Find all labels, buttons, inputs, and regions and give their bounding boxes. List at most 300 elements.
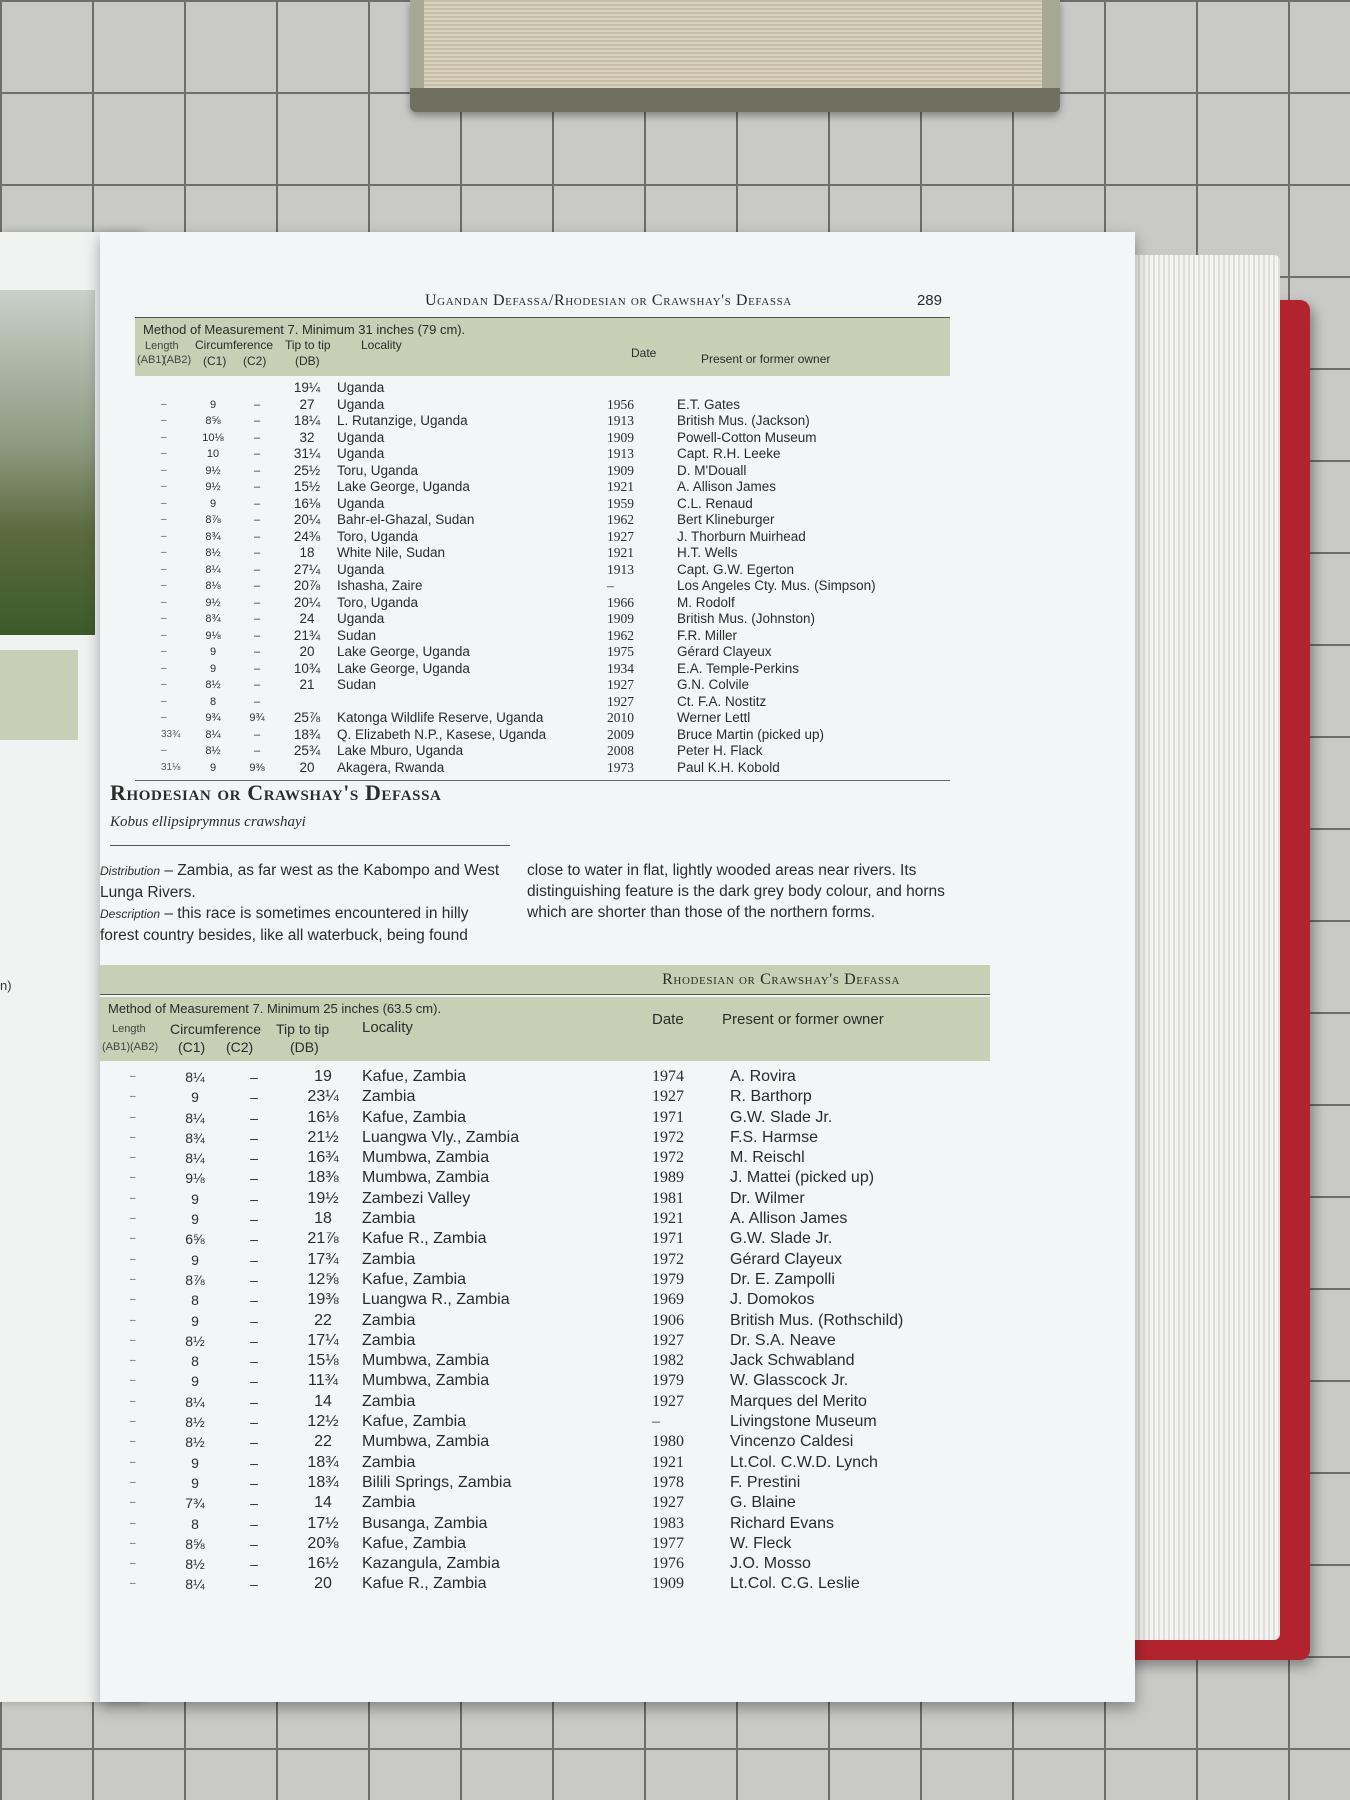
cell-length-ab2: – xyxy=(161,398,167,410)
cell-date: 1927 xyxy=(652,1331,684,1349)
cell-date: 1979 xyxy=(652,1270,684,1288)
cell-circumference-c2: – xyxy=(250,1332,258,1349)
cell-circumference-c2: – xyxy=(250,1211,258,1228)
table-row xyxy=(135,694,950,711)
table-row xyxy=(135,578,950,595)
cell-locality xyxy=(337,694,607,711)
cell-circumference-c1: 9 xyxy=(191,1211,199,1228)
cell-length-ab1 xyxy=(100,1168,130,1188)
table-row xyxy=(135,380,950,397)
cell-date: 1909 xyxy=(607,611,634,626)
col-date: Date xyxy=(652,1011,684,1028)
cell-owner: Lt.Col. C.W.D. Lynch xyxy=(730,1453,878,1471)
cell-owner: Dr. S.A. Neave xyxy=(730,1331,836,1349)
cell-date: 1979 xyxy=(652,1372,684,1390)
cell-locality: Lake George, Uganda xyxy=(337,660,470,676)
cell-locality: Bilili Springs, Zambia xyxy=(362,1473,512,1491)
col-db: (DB) xyxy=(295,354,320,368)
cell-date: 1959 xyxy=(607,495,634,511)
cell-length-ab2: 31⅛ xyxy=(161,761,181,773)
table-row xyxy=(100,1189,990,1209)
cell-circumference-c2: – xyxy=(250,1353,258,1370)
cell-circumference-c2: – xyxy=(250,1576,258,1593)
cell-date: 1981 xyxy=(652,1189,684,1207)
cell-owner: C.L. Renaud xyxy=(677,495,753,511)
cell-circumference-c2: – xyxy=(253,728,261,741)
table-row xyxy=(100,1209,990,1229)
cell-date: 1980 xyxy=(652,1433,684,1451)
cell-locality: Sudan xyxy=(337,677,377,692)
cell-circumference-c2 xyxy=(237,380,277,397)
cell-circumference-c2: – xyxy=(250,1434,258,1451)
cell-circumference-c1: 9 xyxy=(191,1089,199,1106)
cell-owner: F.S. Harmse xyxy=(730,1128,819,1146)
description-text: – this race is sometimes encountered in hilly forest country besides, like all waterbuck, being found xyxy=(100,905,469,944)
cell-length-ab2: – xyxy=(130,1436,136,1448)
cell-length-ab1 xyxy=(100,1087,130,1107)
cell-length-ab1 xyxy=(135,430,161,447)
cell-tip-to-tip: 18¾ xyxy=(307,1453,339,1471)
cell-length-ab2: – xyxy=(130,1071,136,1082)
section-title: Rhodesian or Crawshay's Defassa xyxy=(110,780,442,805)
cell-date: 2008 xyxy=(607,743,634,758)
cell-circumference-c2: – xyxy=(253,514,261,526)
cell-circumference-c2: – xyxy=(250,1109,258,1126)
cell-length-ab2: – xyxy=(130,1375,136,1387)
cell-tip-to-tip: 12½ xyxy=(307,1413,339,1431)
cell-locality: Uganda xyxy=(337,611,385,626)
cell-locality: Luangwa R., Zambia xyxy=(362,1291,510,1309)
col-tip: Tip to tip xyxy=(285,338,331,352)
cell-date: 1974 xyxy=(652,1068,684,1085)
cell-date: 2010 xyxy=(607,710,634,725)
cell-circumference-c1: 9½ xyxy=(205,596,221,609)
cell-circumference-c1: 9½ xyxy=(205,464,221,477)
cell-date: 1972 xyxy=(652,1250,684,1268)
cell-circumference-c2: 9⅜ xyxy=(249,761,265,774)
cell-circumference-c1: 7¾ xyxy=(185,1495,205,1512)
cell-owner: British Mus. (Johnston) xyxy=(677,611,816,626)
cell-owner: Capt. R.H. Leeke xyxy=(677,446,781,461)
cell-owner: R. Barthorp xyxy=(730,1088,812,1106)
table-row xyxy=(135,595,950,612)
scientific-name: Kobus ellipsiprymnus crawshayi xyxy=(110,814,306,830)
cell-length-ab1 xyxy=(100,1250,130,1270)
cell-tip-to-tip: 18 xyxy=(299,545,315,560)
cell-locality: Lake George, Uganda xyxy=(337,479,470,494)
cell-length-ab1 xyxy=(135,578,161,595)
cell-tip-to-tip: 32 xyxy=(299,429,315,445)
cell-circumference-c1: 8¾ xyxy=(205,530,221,543)
cell-circumference-c1: 8¼ xyxy=(185,1109,205,1126)
cell-date: 1921 xyxy=(652,1453,684,1471)
cell-tip-to-tip: 17¾ xyxy=(307,1250,339,1268)
cell-tip-to-tip: 21¾ xyxy=(293,627,321,643)
cell-locality: Akagera, Rwanda xyxy=(337,759,445,775)
cell-locality: Mumbwa, Zambia xyxy=(362,1352,490,1370)
cell-length-ab2: – xyxy=(130,1558,136,1570)
cell-date: 1971 xyxy=(652,1108,684,1126)
cell-circumference-c1: 9⅛ xyxy=(185,1170,205,1187)
cell-owner: W. Fleck xyxy=(730,1534,792,1552)
cell-owner: Jack Schwabland xyxy=(730,1352,855,1370)
cell-length-ab1 xyxy=(135,413,161,430)
table-row xyxy=(135,413,950,430)
cell-date: 1977 xyxy=(652,1534,684,1552)
table-body xyxy=(135,376,950,776)
cell-owner: Powell-Cotton Museum xyxy=(677,429,817,445)
cell-date: 1973 xyxy=(607,759,634,775)
method-note: Method of Measurement 7. Minimum 31 inches (79 cm). xyxy=(143,322,466,337)
cell-circumference-c1: 8½ xyxy=(185,1556,205,1573)
table-row xyxy=(100,1371,990,1391)
cell-date: 1909 xyxy=(652,1575,684,1593)
description-left xyxy=(100,860,510,946)
cell-owner: E.T. Gates xyxy=(677,396,741,412)
cell-length-ab2: – xyxy=(161,464,167,476)
cell-circumference-c1: 10 xyxy=(206,448,220,460)
cell-circumference-c1: 8¼ xyxy=(205,563,221,576)
cell-locality: Kafue, Zambia xyxy=(362,1534,467,1552)
cell-circumference-c1: 9 xyxy=(191,1190,199,1207)
cell-circumference-c1: 8¼ xyxy=(185,1576,205,1593)
cell-length-ab2: – xyxy=(130,1233,136,1245)
cell-locality: Uganda xyxy=(337,561,385,577)
table-row xyxy=(135,760,950,777)
table-row xyxy=(135,397,950,414)
cell-circumference-c2: – xyxy=(250,1170,258,1187)
cell-length-ab2: – xyxy=(130,1416,136,1428)
cell-date: 1927 xyxy=(652,1088,684,1106)
cell-date: 1989 xyxy=(652,1169,684,1187)
cell-locality: L. Rutanzige, Uganda xyxy=(337,413,468,428)
cell-tip-to-tip: 25⅞ xyxy=(293,710,321,725)
cell-tip-to-tip: 12⅝ xyxy=(307,1270,339,1288)
cell-length-ab1 xyxy=(100,1108,130,1128)
cell-locality: Kafue, Zambia xyxy=(362,1108,467,1126)
cell-date: 1972 xyxy=(652,1149,684,1167)
cell-tip-to-tip: 19 xyxy=(314,1068,332,1085)
cell-circumference-c1: 9⅛ xyxy=(205,629,221,642)
cell-tip-to-tip: 18¾ xyxy=(293,726,321,742)
cell-tip-to-tip: 11¾ xyxy=(308,1372,338,1390)
cell-locality: Toru, Uganda xyxy=(337,462,419,478)
cell-locality: Mumbwa, Zambia xyxy=(362,1372,490,1390)
cell-length-ab1 xyxy=(100,1148,130,1168)
cell-date: 1976 xyxy=(652,1555,684,1573)
cell-length-ab1 xyxy=(135,710,161,727)
cell-circumference-c2: – xyxy=(250,1393,258,1410)
cell-date: 1927 xyxy=(607,528,634,544)
cell-locality: Zambezi Valley xyxy=(362,1189,471,1207)
left-page-band xyxy=(0,650,78,740)
cell-circumference-c1 xyxy=(189,380,237,397)
cell-owner: W. Glasscock Jr. xyxy=(730,1372,849,1390)
cell-tip-to-tip: 20⅞ xyxy=(293,578,321,593)
cell-owner: Werner Lettl xyxy=(677,710,751,725)
cell-circumference-c1: 8¼ xyxy=(185,1069,205,1085)
cell-locality: Uganda xyxy=(337,429,385,445)
table-row xyxy=(100,1250,990,1270)
table-row xyxy=(100,1290,990,1310)
cell-circumference-c2: – xyxy=(253,596,261,609)
cell-tip-to-tip: 20⅜ xyxy=(307,1534,339,1552)
cell-length-ab2: – xyxy=(161,662,167,674)
cell-owner: Lt.Col. C.G. Leslie xyxy=(730,1575,860,1593)
cell-circumference-c2: – xyxy=(250,1150,258,1167)
cell-length-ab1 xyxy=(135,545,161,562)
cell-date: 1927 xyxy=(607,677,634,692)
cell-length-ab1 xyxy=(100,1412,130,1432)
cell-date: 2009 xyxy=(607,726,634,742)
cell-owner: F.R. Miller xyxy=(677,627,737,643)
cell-locality: Q. Elizabeth N.P., Kasese, Uganda xyxy=(337,726,547,742)
cell-owner: Gérard Clayeux xyxy=(677,644,772,659)
cell-tip-to-tip: 18¼ xyxy=(293,413,321,428)
cell-length-ab1 xyxy=(135,677,161,694)
cell-tip-to-tip: 15⅛ xyxy=(307,1352,339,1370)
cell-length-ab1 xyxy=(135,628,161,645)
cell-circumference-c2: – xyxy=(250,1292,258,1309)
cell-tip-to-tip: 20 xyxy=(314,1575,332,1593)
cell-locality: Kafue R., Zambia xyxy=(362,1575,487,1593)
cell-length-ab2: – xyxy=(130,1314,136,1326)
cell-circumference-c2: – xyxy=(250,1129,258,1146)
table-row xyxy=(135,529,950,546)
table-row xyxy=(100,1412,990,1432)
table-row xyxy=(135,545,950,562)
cell-tip-to-tip: 18¾ xyxy=(307,1473,339,1491)
cell-circumference-c1: 9 xyxy=(209,646,217,658)
cell-locality: Busanga, Zambia xyxy=(362,1514,488,1532)
cell-circumference-c1: 9 xyxy=(209,398,217,411)
cell-owner: Peter H. Flack xyxy=(677,743,763,758)
cell-length-ab1 xyxy=(100,1493,130,1513)
cell-length-ab2: – xyxy=(130,1213,136,1225)
cell-length-ab2: – xyxy=(161,613,167,624)
cell-circumference-c1: 9 xyxy=(191,1474,199,1491)
cell-tip-to-tip: 25¾ xyxy=(293,743,321,758)
cell-date: 1927 xyxy=(607,693,634,709)
table-row xyxy=(100,1473,990,1493)
cell-tip-to-tip: 16¾ xyxy=(307,1149,339,1167)
table-row xyxy=(100,1574,990,1594)
cell-circumference-c1: 6⅝ xyxy=(185,1231,205,1248)
cell-circumference-c2: – xyxy=(253,398,261,411)
table-row xyxy=(100,1087,990,1107)
cell-owner: Capt. G.W. Egerton xyxy=(677,561,795,577)
cell-locality: Katonga Wildlife Reserve, Uganda xyxy=(337,710,544,725)
cell-length-ab2: – xyxy=(130,1395,136,1407)
cell-length-ab1 xyxy=(135,463,161,480)
table-row xyxy=(135,479,950,496)
closed-book-pages xyxy=(424,0,1042,88)
cell-length-ab1 xyxy=(100,1473,130,1493)
cell-tip-to-tip: 19½ xyxy=(307,1189,339,1207)
cell-tip-to-tip: 27 xyxy=(299,396,315,412)
cell-length-ab1 xyxy=(100,1067,130,1087)
cell-length-ab2: – xyxy=(161,646,167,657)
cell-circumference-c1: 9 xyxy=(209,662,217,675)
cell-length-ab2: – xyxy=(161,481,167,492)
cell-owner: Livingstone Museum xyxy=(730,1413,877,1431)
cell-length-ab2: – xyxy=(130,1537,136,1549)
cell-length-ab1 xyxy=(135,512,161,529)
table-row xyxy=(135,661,950,678)
cell-locality: Bahr-el-Ghazal, Sudan xyxy=(337,512,475,527)
cell-length-ab2: – xyxy=(130,1172,136,1184)
cell-circumference-c2: – xyxy=(253,448,261,460)
table-row xyxy=(135,727,950,744)
cell-circumference-c2: – xyxy=(250,1556,258,1573)
cell-length-ab1 xyxy=(135,727,161,744)
cell-date: 1927 xyxy=(652,1494,684,1512)
cell-owner: Richard Evans xyxy=(730,1514,835,1532)
table-row xyxy=(100,1493,990,1513)
col-owner: Present or former owner xyxy=(722,1011,884,1028)
running-head-title: Ugandan Defassa/Rhodesian or Crawshay's Defassa xyxy=(425,292,792,309)
title-rule xyxy=(110,845,510,846)
cell-length-ab1 xyxy=(135,529,161,546)
cell-date xyxy=(607,380,667,397)
distribution-label: Distribution xyxy=(100,864,161,878)
cell-date: 1921 xyxy=(607,545,634,560)
cell-circumference-c1: 8 xyxy=(191,1515,199,1532)
table-row xyxy=(135,743,950,760)
cell-locality: Lake Mburo, Uganda xyxy=(337,743,464,758)
cell-length-ab2: – xyxy=(161,629,167,641)
method-note: Method of Measurement 7. Minimum 25 inches (63.5 cm). xyxy=(108,1001,442,1016)
table-row xyxy=(135,628,950,645)
table-row xyxy=(100,1534,990,1554)
cell-tip-to-tip: 20 xyxy=(299,759,315,775)
cell-date: 1909 xyxy=(607,462,634,478)
left-page-photo xyxy=(0,290,95,635)
cell-date: – xyxy=(652,1413,660,1431)
table-row xyxy=(100,1351,990,1371)
table-row xyxy=(100,1554,990,1574)
cell-tip-to-tip: 10¾ xyxy=(293,660,321,676)
cell-length-ab2: – xyxy=(161,745,167,756)
cell-tip-to-tip: 27¼ xyxy=(293,561,321,577)
cell-circumference-c2: – xyxy=(250,1373,258,1390)
cell-circumference-c1: 8 xyxy=(209,695,217,708)
cell-owner: British Mus. (Rothschild) xyxy=(730,1311,904,1329)
cell-length-ab2: – xyxy=(130,1273,136,1285)
table-rhodesian xyxy=(100,965,990,1595)
cell-circumference-c1: 8¾ xyxy=(185,1129,205,1146)
cell-circumference-c1: 9 xyxy=(191,1312,199,1329)
cell-tip-to-tip: 25½ xyxy=(293,462,321,478)
cell-date: 1983 xyxy=(652,1514,684,1532)
cell-length-ab1 xyxy=(100,1351,130,1371)
cell-circumference-c2: – xyxy=(250,1231,258,1248)
cell-tip-to-tip: 19⅜ xyxy=(307,1291,339,1309)
cell-locality: Zambia xyxy=(362,1311,416,1329)
cell-tip-to-tip: 14 xyxy=(314,1392,332,1410)
cell-length-ab2: – xyxy=(130,1131,136,1143)
table-ugandan xyxy=(135,292,950,781)
cell-date: 1956 xyxy=(607,396,634,412)
cell-locality: Kafue, Zambia xyxy=(362,1413,467,1431)
cell-length-ab1 xyxy=(135,644,161,661)
cell-circumference-c2: – xyxy=(250,1271,258,1288)
cell-circumference-c1: 8¼ xyxy=(185,1393,205,1410)
cell-date: 1909 xyxy=(607,429,634,445)
cell-length-ab1 xyxy=(100,1534,130,1554)
cell-locality: Kafue, Zambia xyxy=(362,1270,467,1288)
cell-owner: Dr. E. Zampolli xyxy=(730,1270,835,1288)
cell-locality: Zambia xyxy=(362,1088,416,1106)
cell-date: 1921 xyxy=(607,479,634,494)
cell-length-ab2: – xyxy=(130,1294,136,1306)
cell-locality: Uganda xyxy=(337,495,385,511)
cell-owner: G. Blaine xyxy=(730,1494,796,1512)
cell-circumference-c2: – xyxy=(253,745,261,757)
table-row xyxy=(100,1392,990,1412)
cell-locality: Uganda xyxy=(337,380,385,395)
cell-tip-to-tip: 21½ xyxy=(307,1128,339,1146)
table-row xyxy=(135,644,950,661)
col-ab1: (AB1) xyxy=(102,1041,131,1053)
cell-circumference-c1: 9¾ xyxy=(205,712,221,724)
table-row xyxy=(100,1311,990,1331)
cell-tip-to-tip: 23¼ xyxy=(307,1088,339,1106)
cell-length-ab2: – xyxy=(161,580,167,591)
cell-owner: J. Thorburn Muirhead xyxy=(677,528,806,544)
cell-owner: J. Mattei (picked up) xyxy=(730,1169,875,1187)
cell-circumference-c1: 10⅛ xyxy=(202,431,224,444)
cell-length-ab1 xyxy=(100,1392,130,1412)
cell-owner: M. Rodolf xyxy=(677,594,735,610)
cell-locality: Zambia xyxy=(362,1210,416,1228)
cell-date: 1982 xyxy=(652,1352,684,1370)
cell-date: 1969 xyxy=(652,1291,684,1309)
cell-circumference-c1: 8⅝ xyxy=(185,1535,205,1552)
cell-owner: A. Rovira xyxy=(730,1068,796,1085)
cell-tip-to-tip: 18 xyxy=(314,1210,332,1228)
cell-owner: E.A. Temple-Perkins xyxy=(677,660,800,676)
cell-circumference-c2: – xyxy=(250,1414,258,1431)
col-owner: Present or former owner xyxy=(701,352,831,366)
cell-circumference-c1: 8⅞ xyxy=(205,514,221,526)
cell-length-ab1 xyxy=(135,760,161,777)
cell-owner: Ct. F.A. Nostitz xyxy=(677,693,767,709)
cell-locality: Luangwa Vly., Zambia xyxy=(362,1128,520,1146)
cell-circumference-c2: – xyxy=(253,580,261,592)
cell-length-ab1 xyxy=(135,595,161,612)
cell-tip-to-tip: 19¼ xyxy=(293,380,321,395)
cell-length-ab2: 33¾ xyxy=(161,728,181,740)
cell-circumference-c1: 8½ xyxy=(185,1332,205,1349)
cell-circumference-c1: 8½ xyxy=(205,679,221,691)
table-row xyxy=(135,710,950,727)
distribution-text: – Zambia, as far west as the Kabompo and West Lunga Rivers. xyxy=(100,862,500,901)
description-right: close to water in flat, lightly wooded areas near rivers. Its distinguishing feature is the dark grey body colour, and horns which are shorter than those of the northern forms. xyxy=(527,862,945,921)
cell-locality: Uganda xyxy=(337,446,385,461)
cell-circumference-c2: – xyxy=(253,431,261,444)
table-title: Rhodesian or Crawshay's Defassa xyxy=(100,965,990,995)
cell-owner: J. Domokos xyxy=(730,1291,815,1309)
cell-length-ab1 xyxy=(100,1311,130,1331)
cell-circumference-c2: – xyxy=(250,1515,258,1532)
table-row xyxy=(135,496,950,513)
cell-owner: Gérard Clayeux xyxy=(730,1250,843,1268)
cell-circumference-c2: – xyxy=(253,679,261,691)
cell-length-ab2: – xyxy=(161,514,167,525)
cell-locality: Lake George, Uganda xyxy=(337,644,470,659)
cell-circumference-c2: – xyxy=(253,415,261,427)
